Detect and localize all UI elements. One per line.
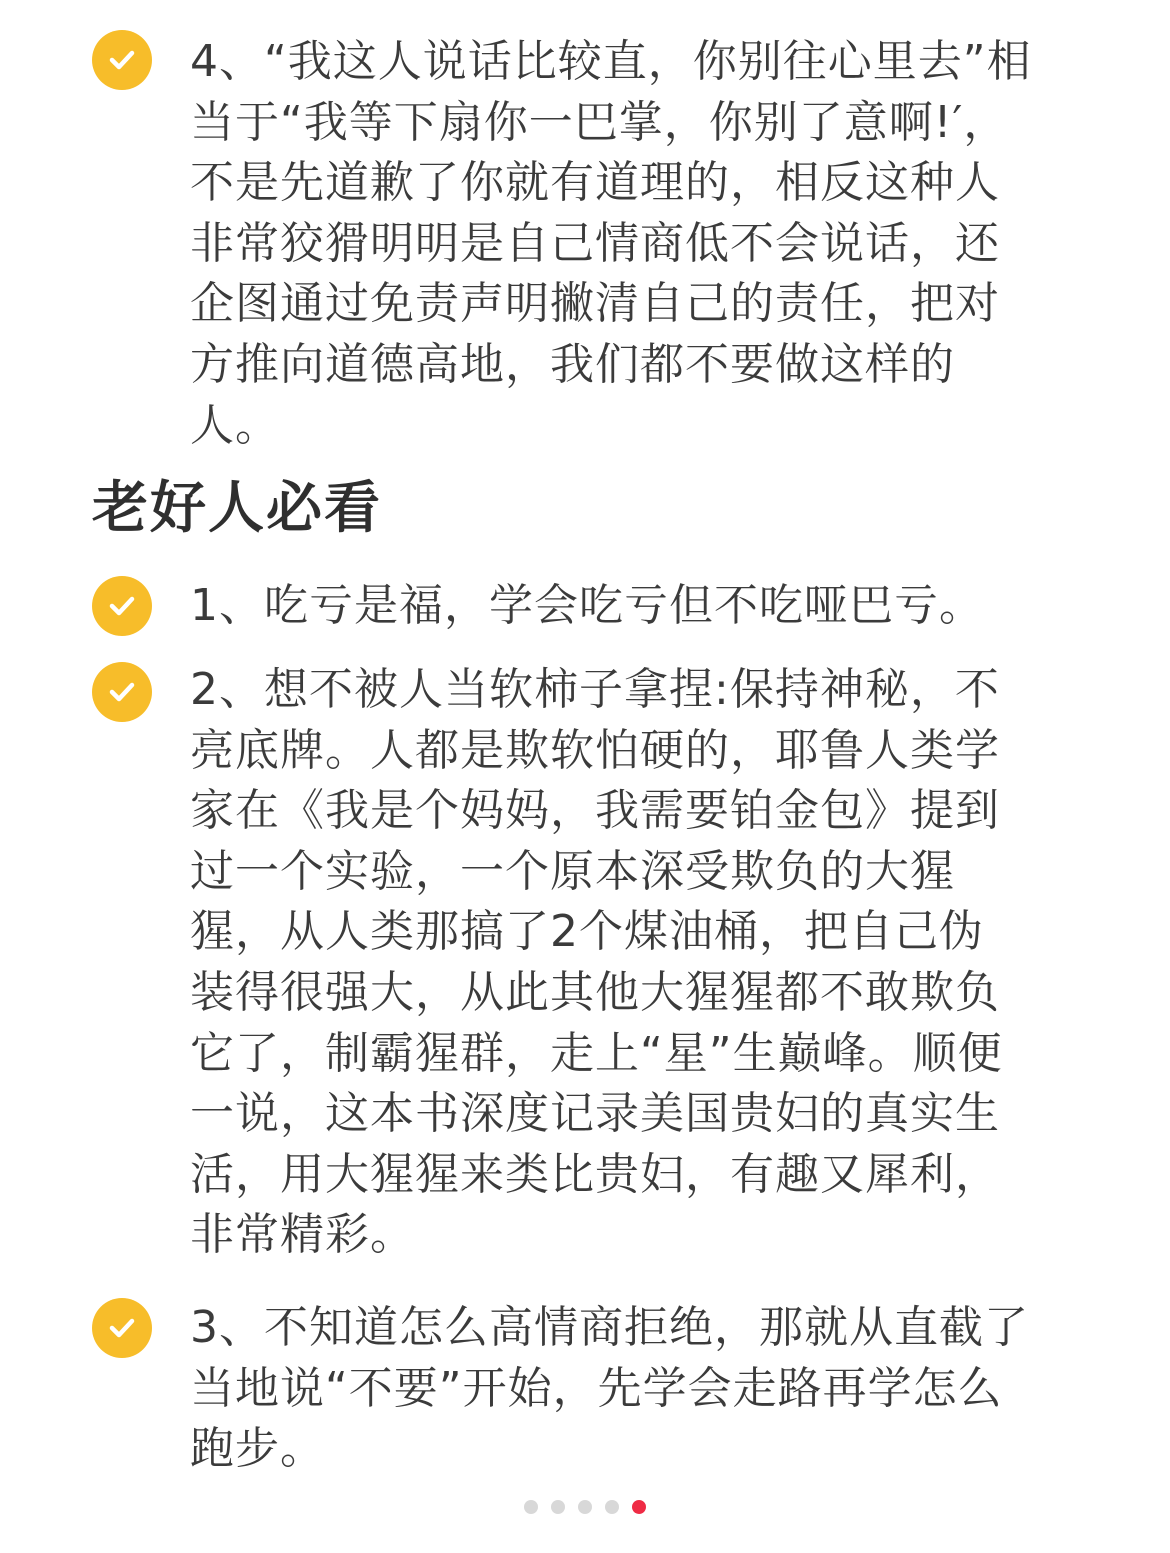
check-icon [92,1298,152,1358]
page-dot[interactable] [524,1500,538,1514]
list-item-text: 1、吃亏是福，学会吃亏但不吃哑巴亏。 [190,580,984,631]
page-dot[interactable] [578,1500,592,1514]
page-indicator [0,1500,1170,1514]
section-heading: 老好人必看 [92,476,382,541]
page-dot[interactable] [551,1500,565,1514]
check-icon [92,662,152,722]
list-item-text: 2、想不被人当软柿子拿捏:保持神秘，不 亮底牌。人都是欺软怕硬的，耶鲁人类学 家在《我是个妈妈，我需要铂金包》提到 过一个实验，一个原本深受欺负的大猩 猩，从人类那搞了2个煤油桶，把自己伪 装得很强大，从此其他大猩猩都不敢欺负 它了，制霸猩群，走上“星”生巅峰。顺便 一说，这本书深度记录美国贵妇的真实生 活，用大猩猩来类比贵妇，有趣又犀利， 非常精彩。 [190,664,1003,1261]
page-dot[interactable] [605,1500,619,1514]
check-icon [92,576,152,636]
check-icon [92,30,152,90]
list-item-text: 4、“我这人说话比较直，你别往心里去”相 当于“我等下扇你一巴掌，你别了意啊!′， 不是先道歉了你就有道理的，相反这种人 非常狡猾明明是自己情商低不会说话，还 企图通过免责声明撇清自己的责任，把对 方推向道德高地，我们都不要做这样的 人。 [190,36,1032,451]
list-item-text: 3、不知道怎么高情商拒绝，那就从直截了 当地说“不要”开始，先学会走路再学怎么 跑步。 [190,1302,1029,1475]
page-dot-active[interactable] [632,1500,646,1514]
